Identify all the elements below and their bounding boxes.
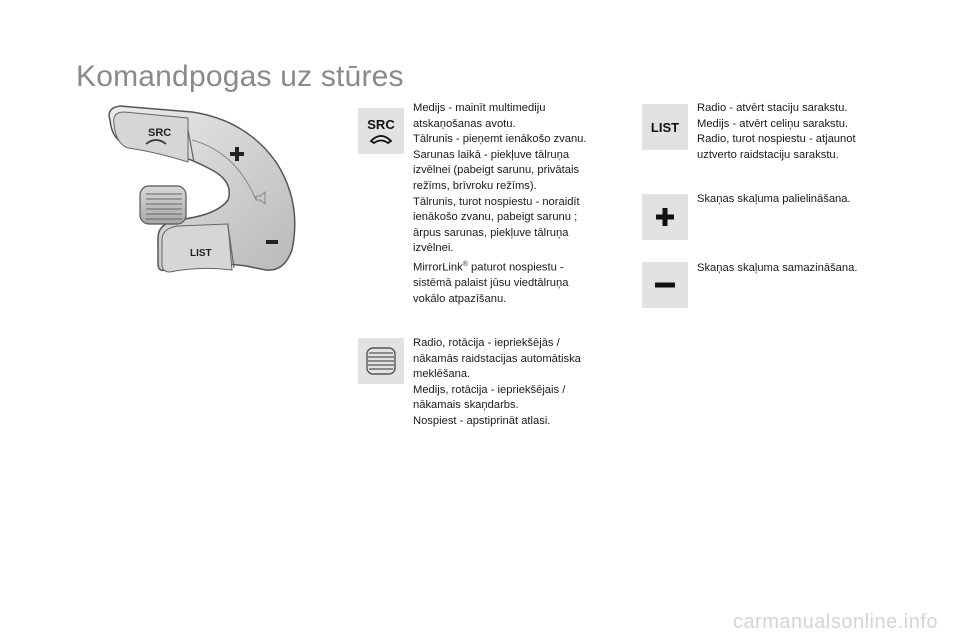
list-button-icon: [642, 104, 688, 150]
thumbwheel-line: meklēšana.: [413, 368, 471, 381]
src-line: vokālo atpazīšanu.: [413, 292, 507, 305]
list-icon-label: LIST: [650, 120, 680, 135]
thumbwheel-line: Medijs, rotācija - iepriekšējais /: [413, 383, 566, 396]
steering-wheel-controls-illustration: [96, 100, 316, 290]
thumbwheel-line: Radio, rotācija - iepriekšējās /: [413, 337, 560, 349]
watermark: carmanualsonline.info: [732, 611, 938, 633]
src-line: izvēlnei (pabeigt sarunu, privātais: [413, 164, 580, 177]
wheel-src-label: SRC: [148, 127, 172, 139]
src-line: Medijs - mainīt multimediju: [413, 102, 546, 114]
src-line: atskaņošanas avotu.: [413, 117, 516, 130]
list-line: Radio - atvērt staciju sarakstu.: [697, 102, 848, 114]
page-title: Komandpogas uz stūres: [76, 60, 404, 93]
list-description: [697, 101, 897, 163]
src-line: izvēlnei.: [413, 242, 454, 255]
volume-down-description: [697, 261, 897, 277]
src-line: ienākošo zvanu, pabeigt sarunu ;: [413, 211, 578, 224]
src-description: [413, 101, 618, 307]
mirrorlink-line: [413, 257, 618, 276]
volume-up-icon: [642, 194, 688, 240]
src-line: Tālrunis - pieņemt ienākošo zvanu.: [413, 133, 587, 146]
list-line: uztverto raidstaciju sarakstu.: [697, 148, 839, 161]
src-button-icon: [358, 108, 404, 154]
list-line: Radio, turot nospiestu - atjaunot: [697, 133, 856, 146]
volume-down-icon: [642, 262, 688, 308]
thumbwheel-line: Nospiest - apstiprināt atlasi.: [413, 414, 551, 427]
src-line: sistēmā palaist jūsu viedtālruņa: [413, 277, 569, 290]
src-line: Tālrunis, turot nospiestu - noraidīt: [413, 195, 580, 208]
wheel-list-label: LIST: [190, 248, 212, 259]
src-line: ārpus sarunas, piekļuve tālruņa: [413, 226, 569, 239]
registered-mark: ®: [462, 260, 468, 268]
volume-up-description: [697, 192, 897, 208]
volume-up-line: Skaņas skaļuma palielināšana.: [697, 193, 851, 205]
src-line: Sarunas laikā - piekļuve tālruņa: [413, 148, 570, 161]
mirrorlink-rest: paturot nospiestu -: [467, 261, 564, 274]
src-icon-label: SRC: [367, 117, 395, 132]
mirrorlink-brand: MirrorLink: [413, 261, 463, 274]
src-line: režīms, brīvroku režīms).: [413, 179, 537, 192]
volume-down-line: Skaņas skaļuma samazināšana.: [697, 262, 858, 274]
thumbwheel-line: nākamais skaņdarbs.: [413, 399, 519, 412]
thumbwheel-description: [413, 336, 618, 430]
list-line: Medijs - atvērt celiņu sarakstu.: [697, 117, 849, 130]
thumbwheel-line: nākamās raidstacijas automātiska: [413, 352, 581, 365]
thumbwheel-icon: [358, 338, 404, 384]
